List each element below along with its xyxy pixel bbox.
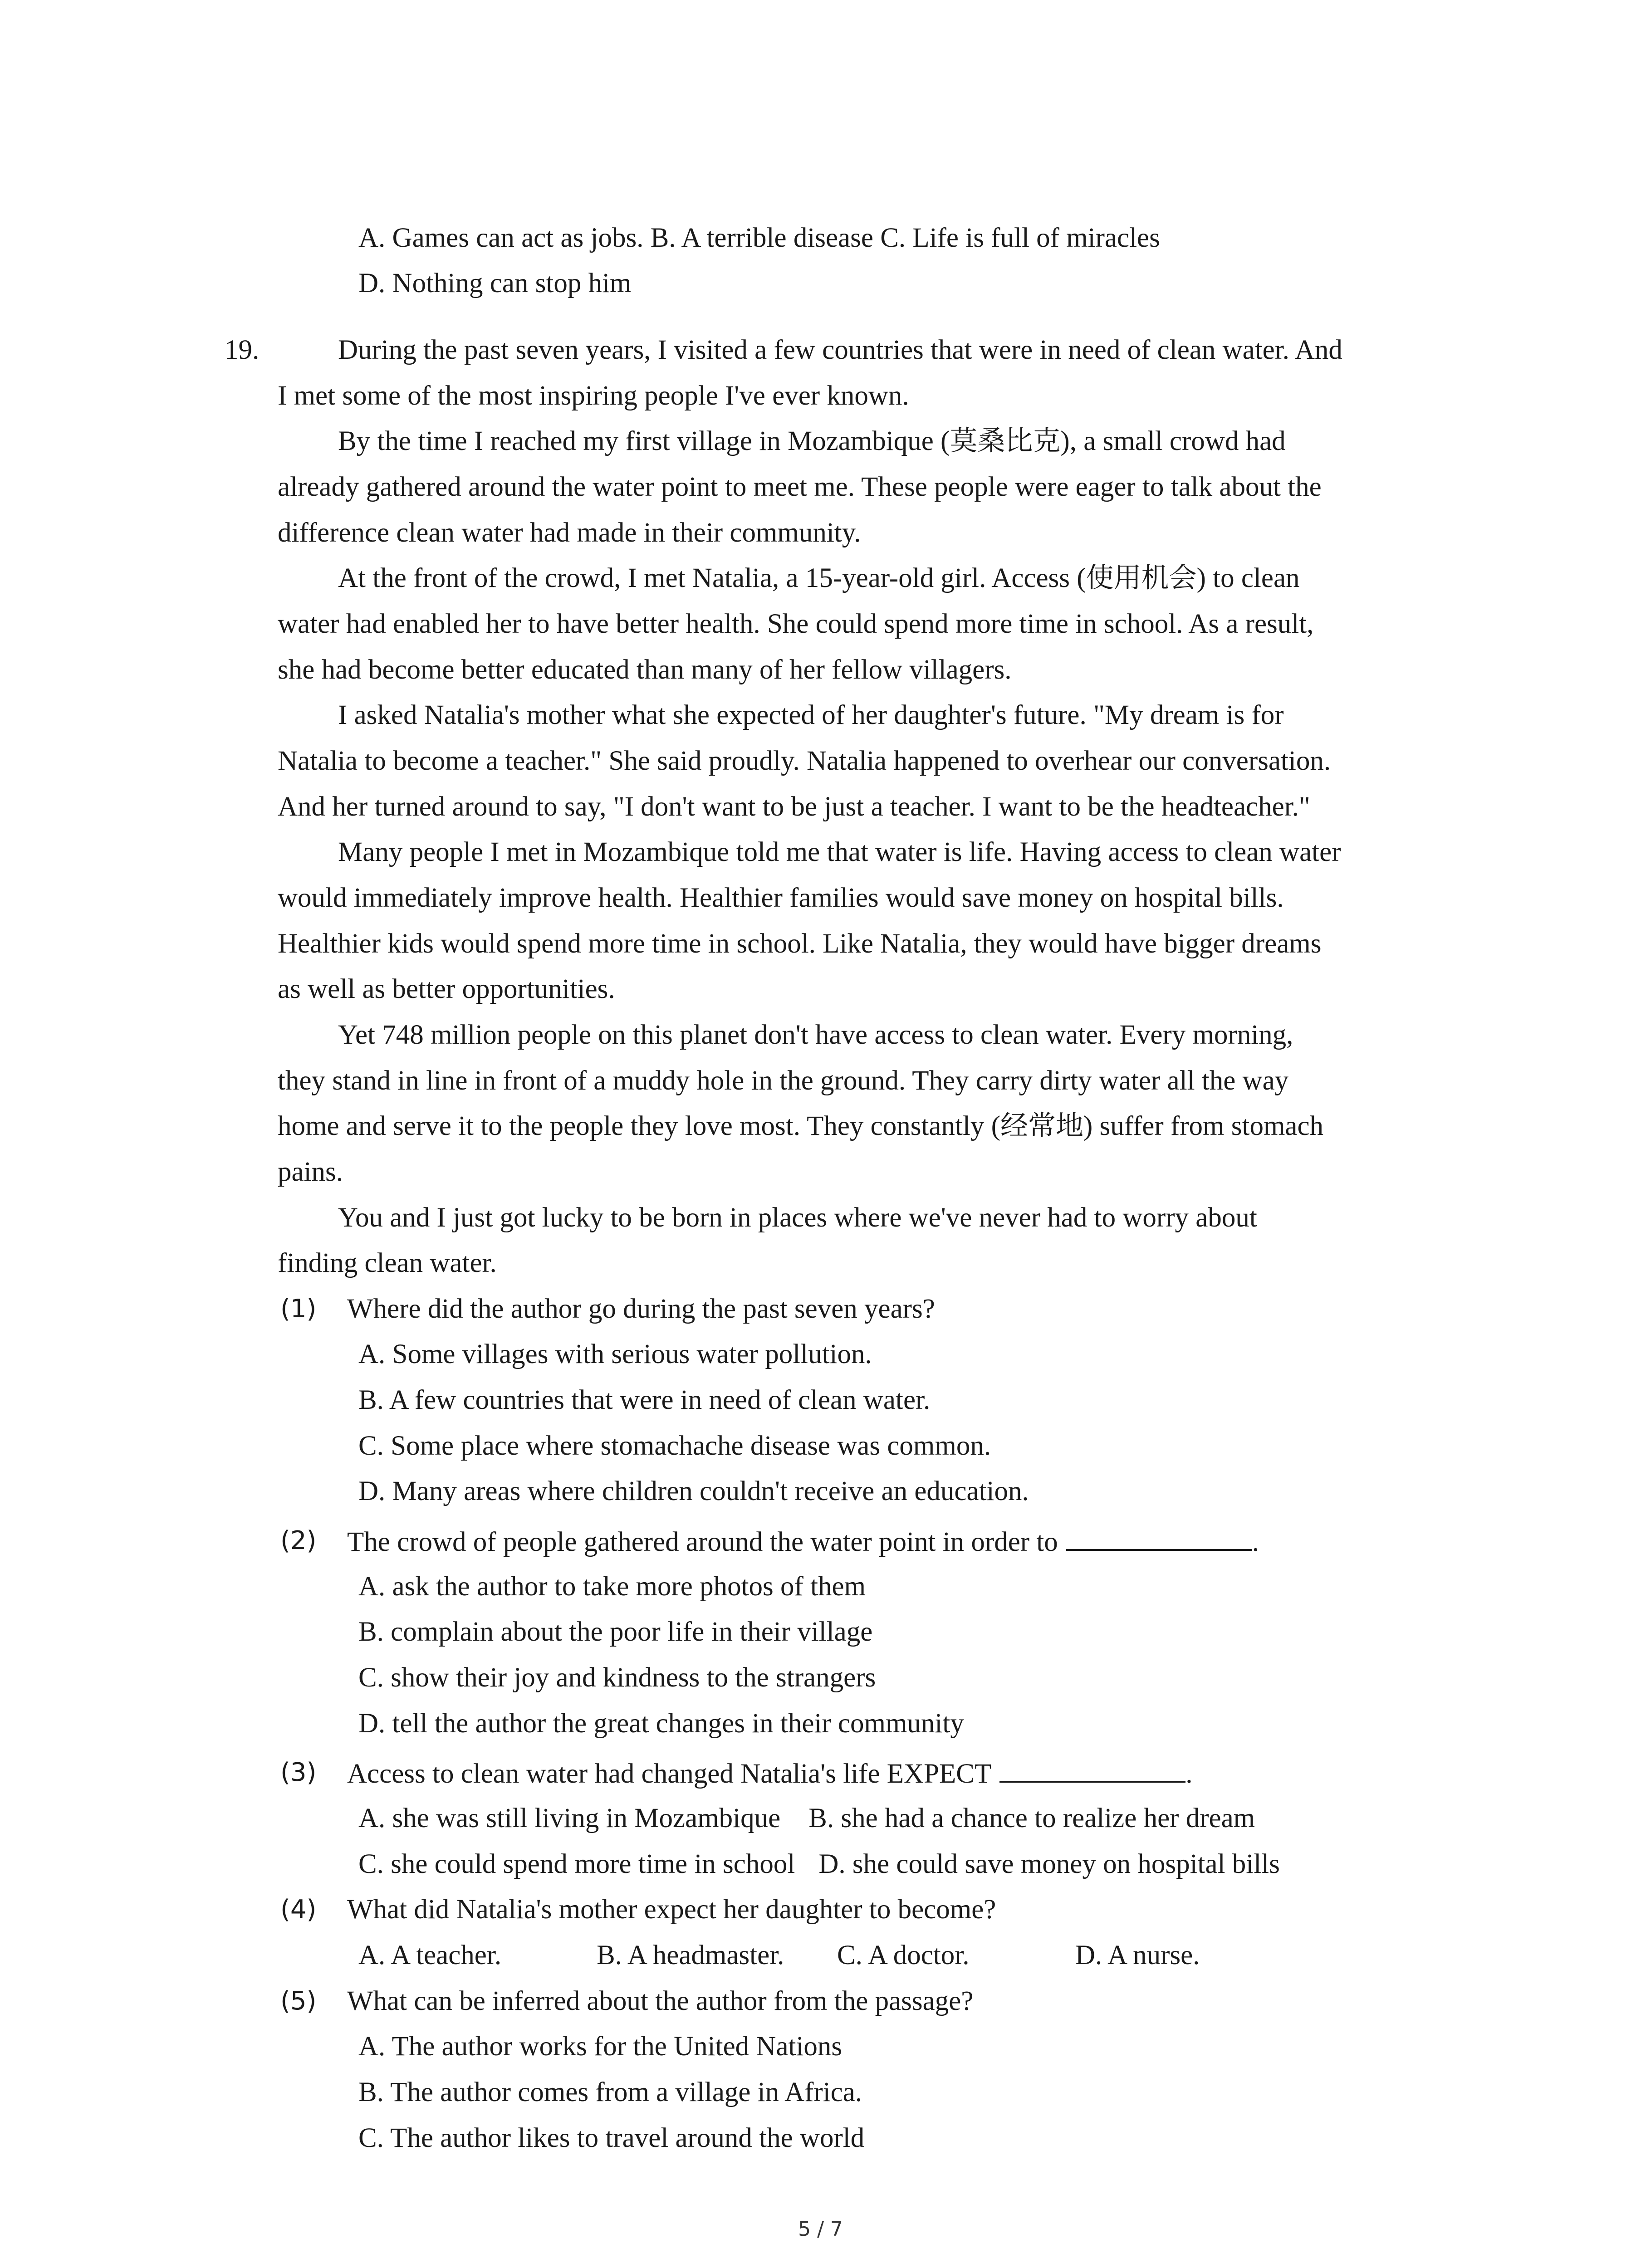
- answer-option: C. Some place where stomachache disease was common.: [358, 1431, 991, 1461]
- subquestion-stem: Where did the author go during the past seven years?: [347, 1294, 935, 1324]
- passage-line: difference clean water had made in their community.: [278, 518, 861, 548]
- answer-option: C. she could spend more time in school: [358, 1849, 795, 1879]
- question-number: 19.: [225, 335, 260, 365]
- answer-blank: [1066, 1523, 1252, 1551]
- passage-line: pains.: [278, 1157, 343, 1187]
- passage-line: Healthier kids would spend more time in school. Like Natalia, they would have bigger dreams: [278, 929, 1322, 959]
- answer-option: A. A teacher.: [358, 1940, 502, 1970]
- page-number: 5 / 7: [798, 2218, 843, 2241]
- passage-line: Many people I met in Mozambique told me that water is life. Having access to clean water: [338, 837, 1341, 867]
- passage-line: she had become better educated than many of her fellow villagers.: [278, 655, 1012, 685]
- answer-option: C. show their joy and kindness to the strangers: [358, 1662, 876, 1693]
- answer-option: C. A doctor.: [837, 1940, 970, 1970]
- answer-option: B. The author comes from a village in Africa.: [358, 2077, 862, 2107]
- passage-line: You and I just got lucky to be born in places where we've never had to worry about: [338, 1202, 1257, 1233]
- passage-line: home and serve it to the people they love most. They constantly (经常地) suffer from stomach: [278, 1111, 1324, 1141]
- answer-option: B. A few countries that were in need of clean water.: [358, 1385, 931, 1415]
- subquestion-stem: What can be inferred about the author from the passage?: [347, 1986, 974, 2016]
- stem-end: .: [1185, 1759, 1193, 1789]
- answer-blank: [999, 1755, 1185, 1783]
- stem-end: .: [1252, 1527, 1259, 1557]
- subquestion-number: (5): [280, 1986, 317, 2016]
- passage-line: I asked Natalia's mother what she expected of her daughter's future. "My dream is for: [338, 700, 1284, 730]
- answer-option: A. Some villages with serious water pollution.: [358, 1339, 872, 1369]
- passage-line: already gathered around the water point to meet me. These people were eager to talk about the: [278, 472, 1322, 502]
- passage-line: would immediately improve health. Healthier families would save money on hospital bills.: [278, 883, 1284, 913]
- answer-option: D. A nurse.: [1075, 1940, 1200, 1970]
- prev-options-line-2: D. Nothing can stop him: [358, 268, 632, 298]
- passage-line: And her turned around to say, "I don't want to be just a teacher. I want to be the headteacher.": [278, 792, 1310, 822]
- subquestion-number: (4): [280, 1895, 317, 1924]
- subquestion-number: (2): [280, 1526, 317, 1555]
- answer-option: B. complain about the poor life in their village: [358, 1617, 873, 1647]
- passage-line: water had enabled her to have better health. She could spend more time in school. As a result,: [278, 609, 1314, 639]
- answer-option: B. A headmaster.: [597, 1940, 784, 1970]
- answer-option: A. The author works for the United Nations: [358, 2031, 843, 2062]
- answer-option: D. tell the author the great changes in their community: [358, 1708, 964, 1739]
- passage-line: At the front of the crowd, I met Natalia, a 15-year-old girl. Access (使用机会) to clean: [338, 563, 1300, 593]
- subquestion-stem-line: [347, 1523, 1259, 1560]
- passage-line: During the past seven years, I visited a few countries that were in need of clean water. And: [338, 335, 1342, 365]
- passage-line: Yet 748 million people on this planet don't have access to clean water. Every morning,: [338, 1020, 1293, 1050]
- prev-options-line-1: A. Games can act as jobs. B. A terrible disease C. Life is full of miracles: [358, 223, 1160, 253]
- passage-line: they stand in line in front of a muddy hole in the ground. They carry dirty water all the way: [278, 1066, 1289, 1096]
- subquestion-number: (3): [280, 1758, 317, 1787]
- answer-option: B. she had a chance to realize her dream: [808, 1803, 1255, 1833]
- subquestion-stem: The crowd of people gathered around the water point in order to: [347, 1527, 1058, 1557]
- answer-option: A. ask the author to take more photos of them: [358, 1571, 866, 1602]
- subquestion-number: (1): [280, 1294, 317, 1324]
- subquestion-stem-line: [347, 1755, 1192, 1792]
- answer-option: A. she was still living in Mozambique: [358, 1803, 781, 1833]
- answer-option: C. The author likes to travel around the world: [358, 2123, 865, 2153]
- passage-line: finding clean water.: [278, 1248, 497, 1278]
- subquestion-stem: What did Natalia's mother expect her daughter to become?: [347, 1894, 996, 1925]
- subquestion-stem: Access to clean water had changed Natalia's life EXPECT: [347, 1759, 992, 1789]
- answer-option: D. Many areas where children couldn't receive an education.: [358, 1476, 1029, 1506]
- answer-option: D. she could save money on hospital bills: [818, 1849, 1280, 1879]
- passage-line: as well as better opportunities.: [278, 974, 615, 1004]
- passage-line: I met some of the most inspiring people I've ever known.: [278, 381, 909, 411]
- passage-line: Natalia to become a teacher." She said proudly. Natalia happened to overhear our conversation.: [278, 746, 1331, 776]
- options-row: [358, 1846, 1280, 1882]
- passage-line: By the time I reached my first village in Mozambique (莫桑比克), a small crowd had: [338, 426, 1286, 456]
- options-row: [358, 1800, 1255, 1837]
